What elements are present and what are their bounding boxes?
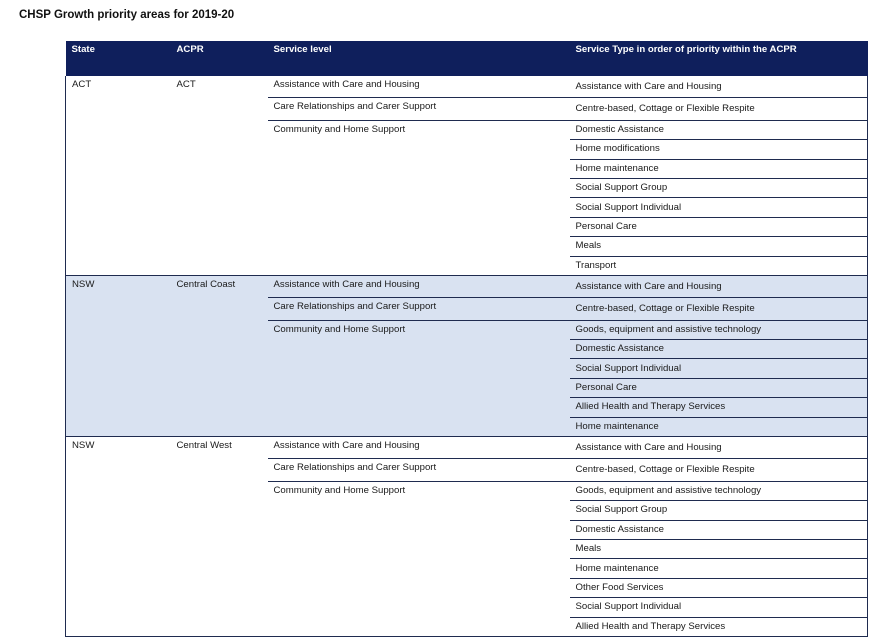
service-level-cell: Care Relationships and Carer Support [268, 98, 570, 120]
service-type-cell: Personal Care [570, 378, 868, 397]
service-type-cell: Social Support Individual [570, 359, 868, 378]
service-level-cell: Community and Home Support [268, 481, 570, 636]
table-group [66, 76, 868, 275]
service-type-cell: Home modifications [570, 140, 868, 159]
table-row [66, 275, 868, 297]
service-type-cell: Meals [570, 237, 868, 256]
service-type-cell: Social Support Group [570, 501, 868, 520]
service-type-cell: Transport [570, 256, 868, 275]
header-acpr: ACPR [171, 41, 268, 76]
acpr-cell: ACT [171, 76, 268, 275]
service-type-cell: Allied Health and Therapy Services [570, 398, 868, 417]
service-level-cell: Assistance with Care and Housing [268, 275, 570, 297]
service-type-cell: Personal Care [570, 217, 868, 236]
header-service-type: Service Type in order of priority within the ACPR [570, 41, 868, 76]
service-type-cell: Domestic Assistance [570, 520, 868, 539]
service-type-cell: Goods, equipment and assistive technology [570, 320, 868, 339]
state-cell: NSW [66, 437, 171, 637]
service-type-cell: Social Support Group [570, 178, 868, 197]
priority-table [65, 41, 868, 637]
service-type-cell: Assistance with Care and Housing [570, 76, 868, 98]
service-type-cell: Goods, equipment and assistive technology [570, 481, 868, 500]
table-row [66, 437, 868, 459]
service-type-cell: Assistance with Care and Housing [570, 437, 868, 459]
state-cell: ACT [66, 76, 171, 275]
service-type-cell: Domestic Assistance [570, 120, 868, 139]
acpr-cell: Central West [171, 437, 268, 637]
acpr-cell: Central Coast [171, 275, 268, 436]
service-type-cell: Centre-based, Cottage or Flexible Respite [570, 298, 868, 320]
service-type-cell: Home maintenance [570, 559, 868, 578]
service-type-cell: Social Support Individual [570, 198, 868, 217]
header-service-level: Service level [268, 41, 570, 76]
service-type-cell: Allied Health and Therapy Services [570, 617, 868, 636]
table-header [66, 41, 868, 76]
service-type-cell: Home maintenance [570, 159, 868, 178]
service-level-cell: Assistance with Care and Housing [268, 76, 570, 98]
service-type-cell: Social Support Individual [570, 598, 868, 617]
service-type-cell: Meals [570, 539, 868, 558]
service-level-cell: Community and Home Support [268, 120, 570, 275]
document-title: CHSP Growth priority areas for 2019-20 [19, 9, 235, 21]
table-row [66, 76, 868, 98]
service-type-cell: Centre-based, Cottage or Flexible Respite [570, 98, 868, 120]
service-level-cell: Assistance with Care and Housing [268, 437, 570, 459]
service-type-cell: Other Food Services [570, 578, 868, 597]
header-row [66, 41, 868, 76]
service-type-cell: Centre-based, Cottage or Flexible Respite [570, 459, 868, 481]
table-group [66, 437, 868, 637]
state-cell: NSW [66, 275, 171, 436]
table-group [66, 275, 868, 436]
service-type-cell: Home maintenance [570, 417, 868, 436]
service-level-cell: Care Relationships and Carer Support [268, 459, 570, 481]
header-state: State [66, 41, 171, 76]
service-type-cell: Domestic Assistance [570, 340, 868, 359]
service-level-cell: Care Relationships and Carer Support [268, 298, 570, 320]
service-level-cell: Community and Home Support [268, 320, 570, 436]
service-type-cell: Assistance with Care and Housing [570, 275, 868, 297]
